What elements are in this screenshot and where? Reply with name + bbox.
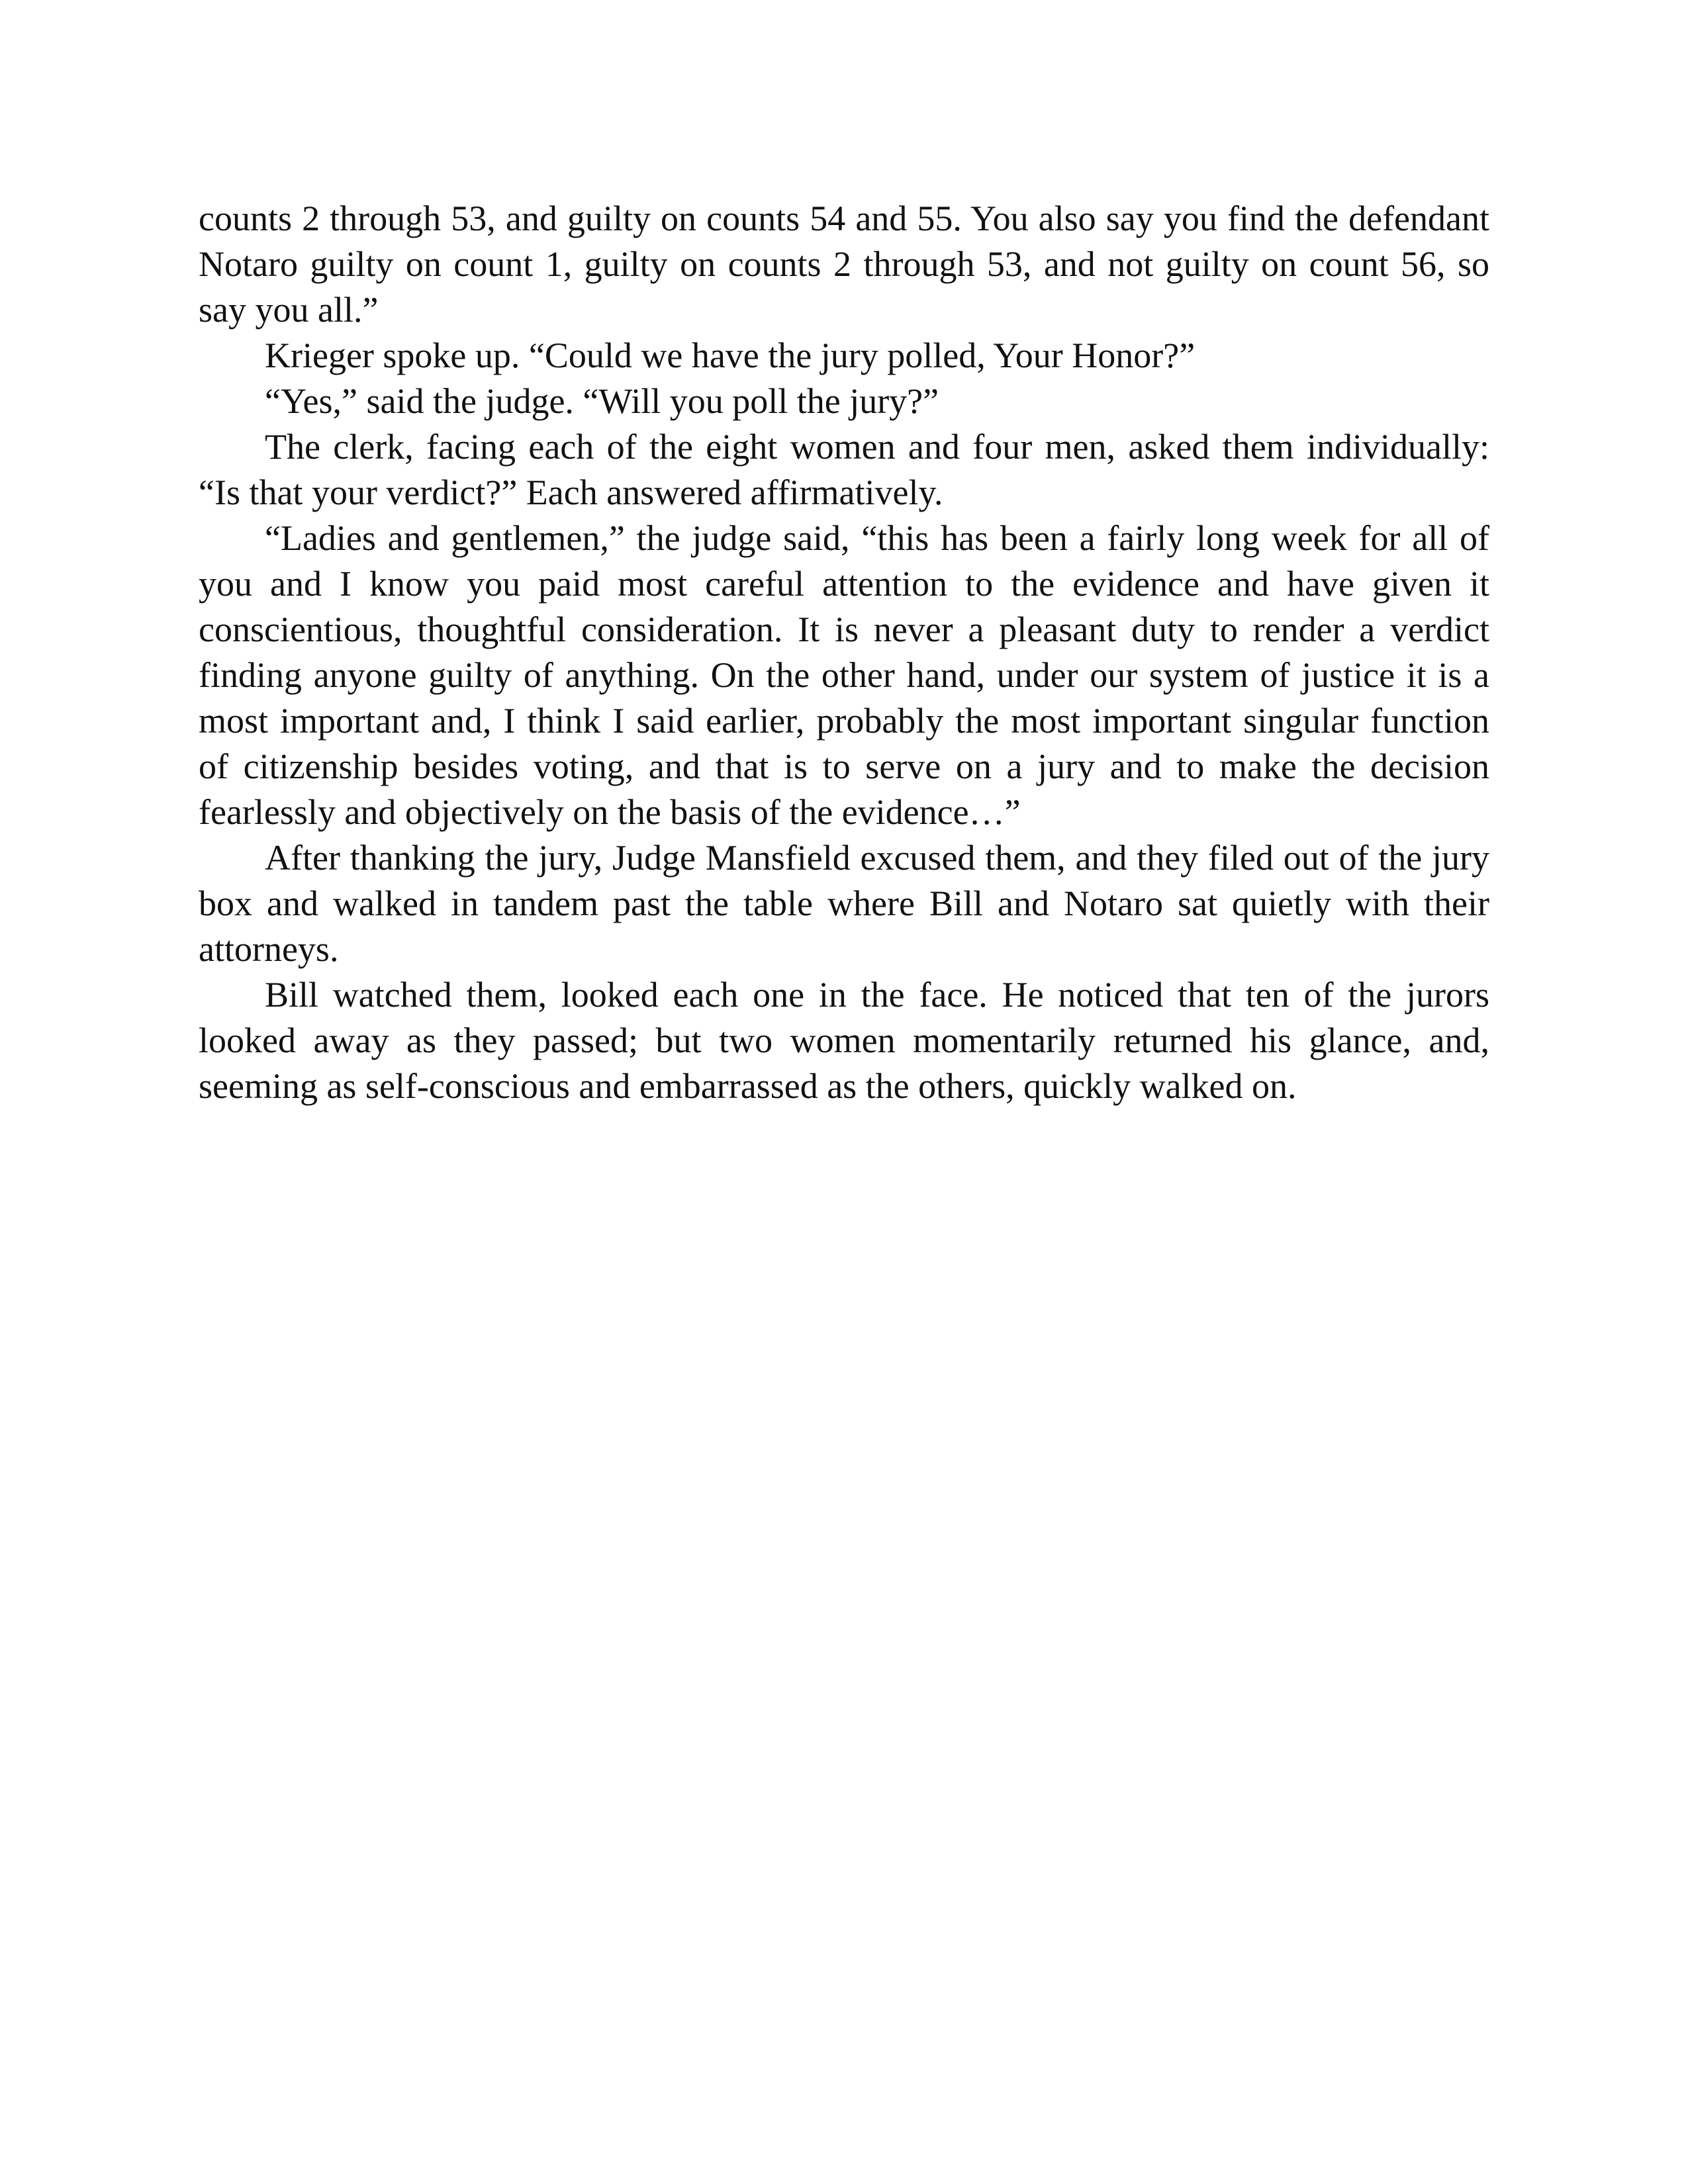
- paragraph-7: Bill watched them, looked each one in the face. He noticed that ten of the jurors looked away as they passed; but two women momentarily returned his glance, and, seeming as self-conscious and embarrassed as the others, quickly walked on.: [199, 975, 1489, 1106]
- body-text: [199, 196, 1489, 1109]
- paragraph-5: “Ladies and gentlemen,” the judge said, “this has been a fairly long week for all of you and I know you paid most careful attention to the evidence and have given it conscientious, thoughtful consideration. It is never a pleasant duty to render a verdict finding anyone guilty of anything. On the other hand, under our system of justice it is a most important and, I think I said earlier, probably the most important singular function of citizenship besides voting, and that is to serve on a jury and to make the decision fearlessly and objectively on the basis of the evidence…”: [199, 518, 1489, 832]
- paragraph-2: Krieger spoke up. “Could we have the jury polled, Your Honor?”: [265, 336, 1196, 375]
- paragraph-3: “Yes,” said the judge. “Will you poll the jury?”: [265, 381, 939, 421]
- paragraph-6: After thanking the jury, Judge Mansfield excused them, and they filed out of the jury box and walked in tandem past the table where Bill and Notaro sat quietly with their attorneys.: [199, 838, 1489, 969]
- paragraph-1: counts 2 through 53, and guilty on counts 54 and 55. You also say you find the defendant Notaro guilty on count 1, guilty on counts 2 through 53, and not guilty on count 56, so say you all.”: [199, 199, 1489, 330]
- paragraph-4: The clerk, facing each of the eight women and four men, asked them individually: “Is that your verdict?” Each answered affirmatively.: [199, 427, 1489, 512]
